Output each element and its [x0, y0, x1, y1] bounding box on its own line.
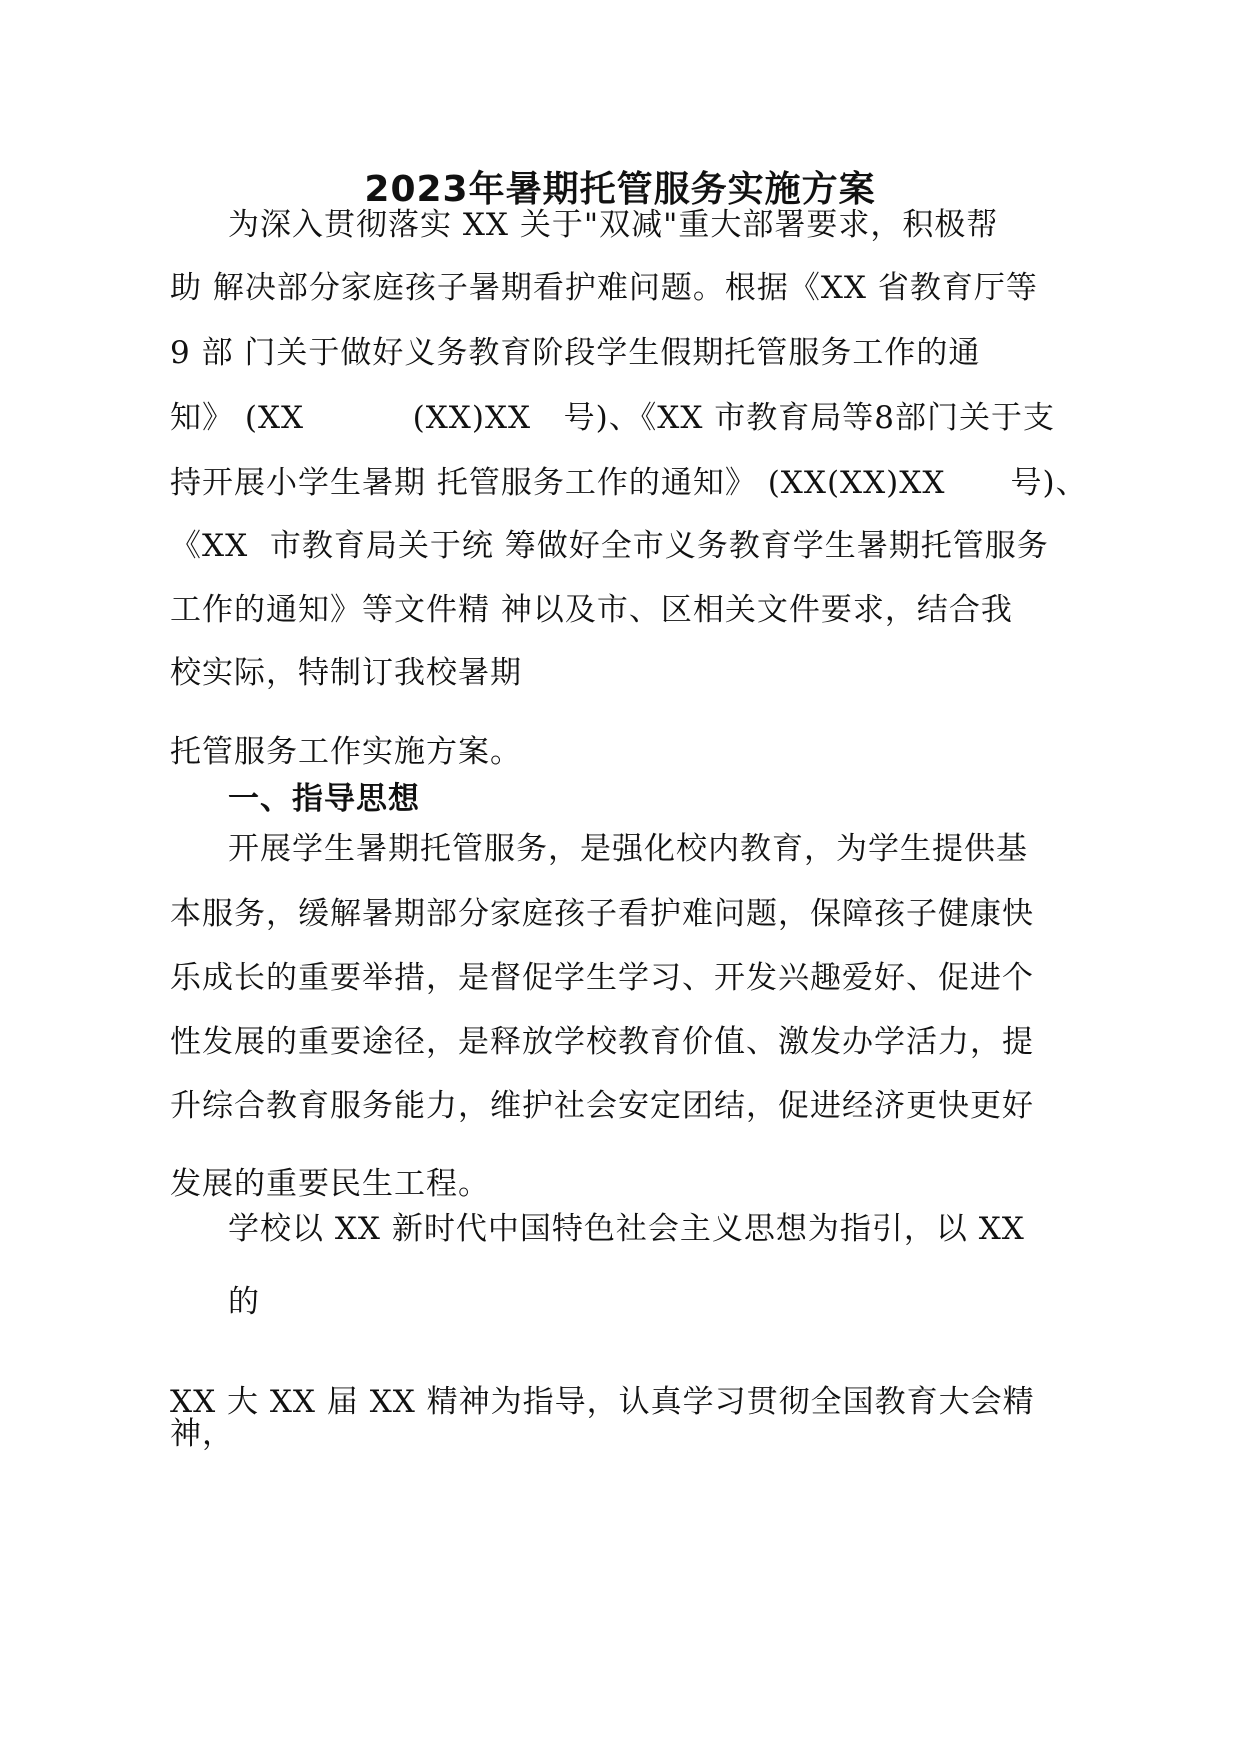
intro-line-8: 校实际，特制订我校暑期: [170, 655, 522, 691]
intro-line-3: 9 部 门关于做好义务教育阶段学生假期托管服务工作的通: [170, 335, 981, 371]
intro-line-5: 持开展小学生暑期 托管服务工作的通知》 (XX(XX)XX 号)、: [170, 465, 1088, 501]
section-1-para1-line-1: 开展学生暑期托管服务，是强化校内教育，为学生提供基: [228, 831, 1028, 867]
section-1-para1-line-2: 本服务，缓解暑期部分家庭孩子看护难问题，保障孩子健康快: [170, 896, 1034, 932]
intro-line-9: 托管服务工作实施方案。: [170, 734, 522, 770]
section-1-para2-line-2: 的: [228, 1284, 260, 1320]
intro-line-1: 为深入贯彻落实 XX 关于"双减"重大部署要求，积极帮: [228, 207, 999, 243]
section-1-para1-line-4: 性发展的重要途径，是释放学校教育价值、激发办学活力，提: [170, 1024, 1034, 1060]
section-1-para1-line-5: 升综合教育服务能力，维护社会安定团结，促进经济更快更好: [170, 1088, 1034, 1124]
intro-line-2: 助 解决部分家庭孩子暑期看护难问题。根据《XX 省教育厅等: [170, 270, 1038, 306]
section-1-heading: 一、指导思想: [228, 781, 420, 817]
section-1-para2-line-3: XX 大 XX 届 XX 精神为指导，认真学习贯彻全国教育大会精: [170, 1384, 1035, 1420]
section-1-para1-line-3: 乐成长的重要举措，是督促学生学习、开发兴趣爱好、促进个: [170, 960, 1034, 996]
intro-line-4: 知》 (XX (XX)XX 号)、《XX 市教育局等8部门关于支: [170, 400, 1055, 436]
document-title: 2023年暑期托管服务实施方案: [364, 169, 876, 210]
intro-line-7: 工作的通知》等文件精 神以及市、区相关文件要求，结合我: [170, 592, 1013, 628]
section-1-para2-line-4: 神，: [170, 1416, 234, 1452]
intro-line-6: 《XX 市教育局关于统 筹做好全市义务教育学生暑期托管服务: [170, 528, 1049, 564]
section-1-para2-line-1: 学校以 XX 新时代中国特色社会主义思想为指引，以 XX: [228, 1211, 1025, 1247]
section-1-para1-line-6: 发展的重要民生工程。: [170, 1166, 490, 1202]
